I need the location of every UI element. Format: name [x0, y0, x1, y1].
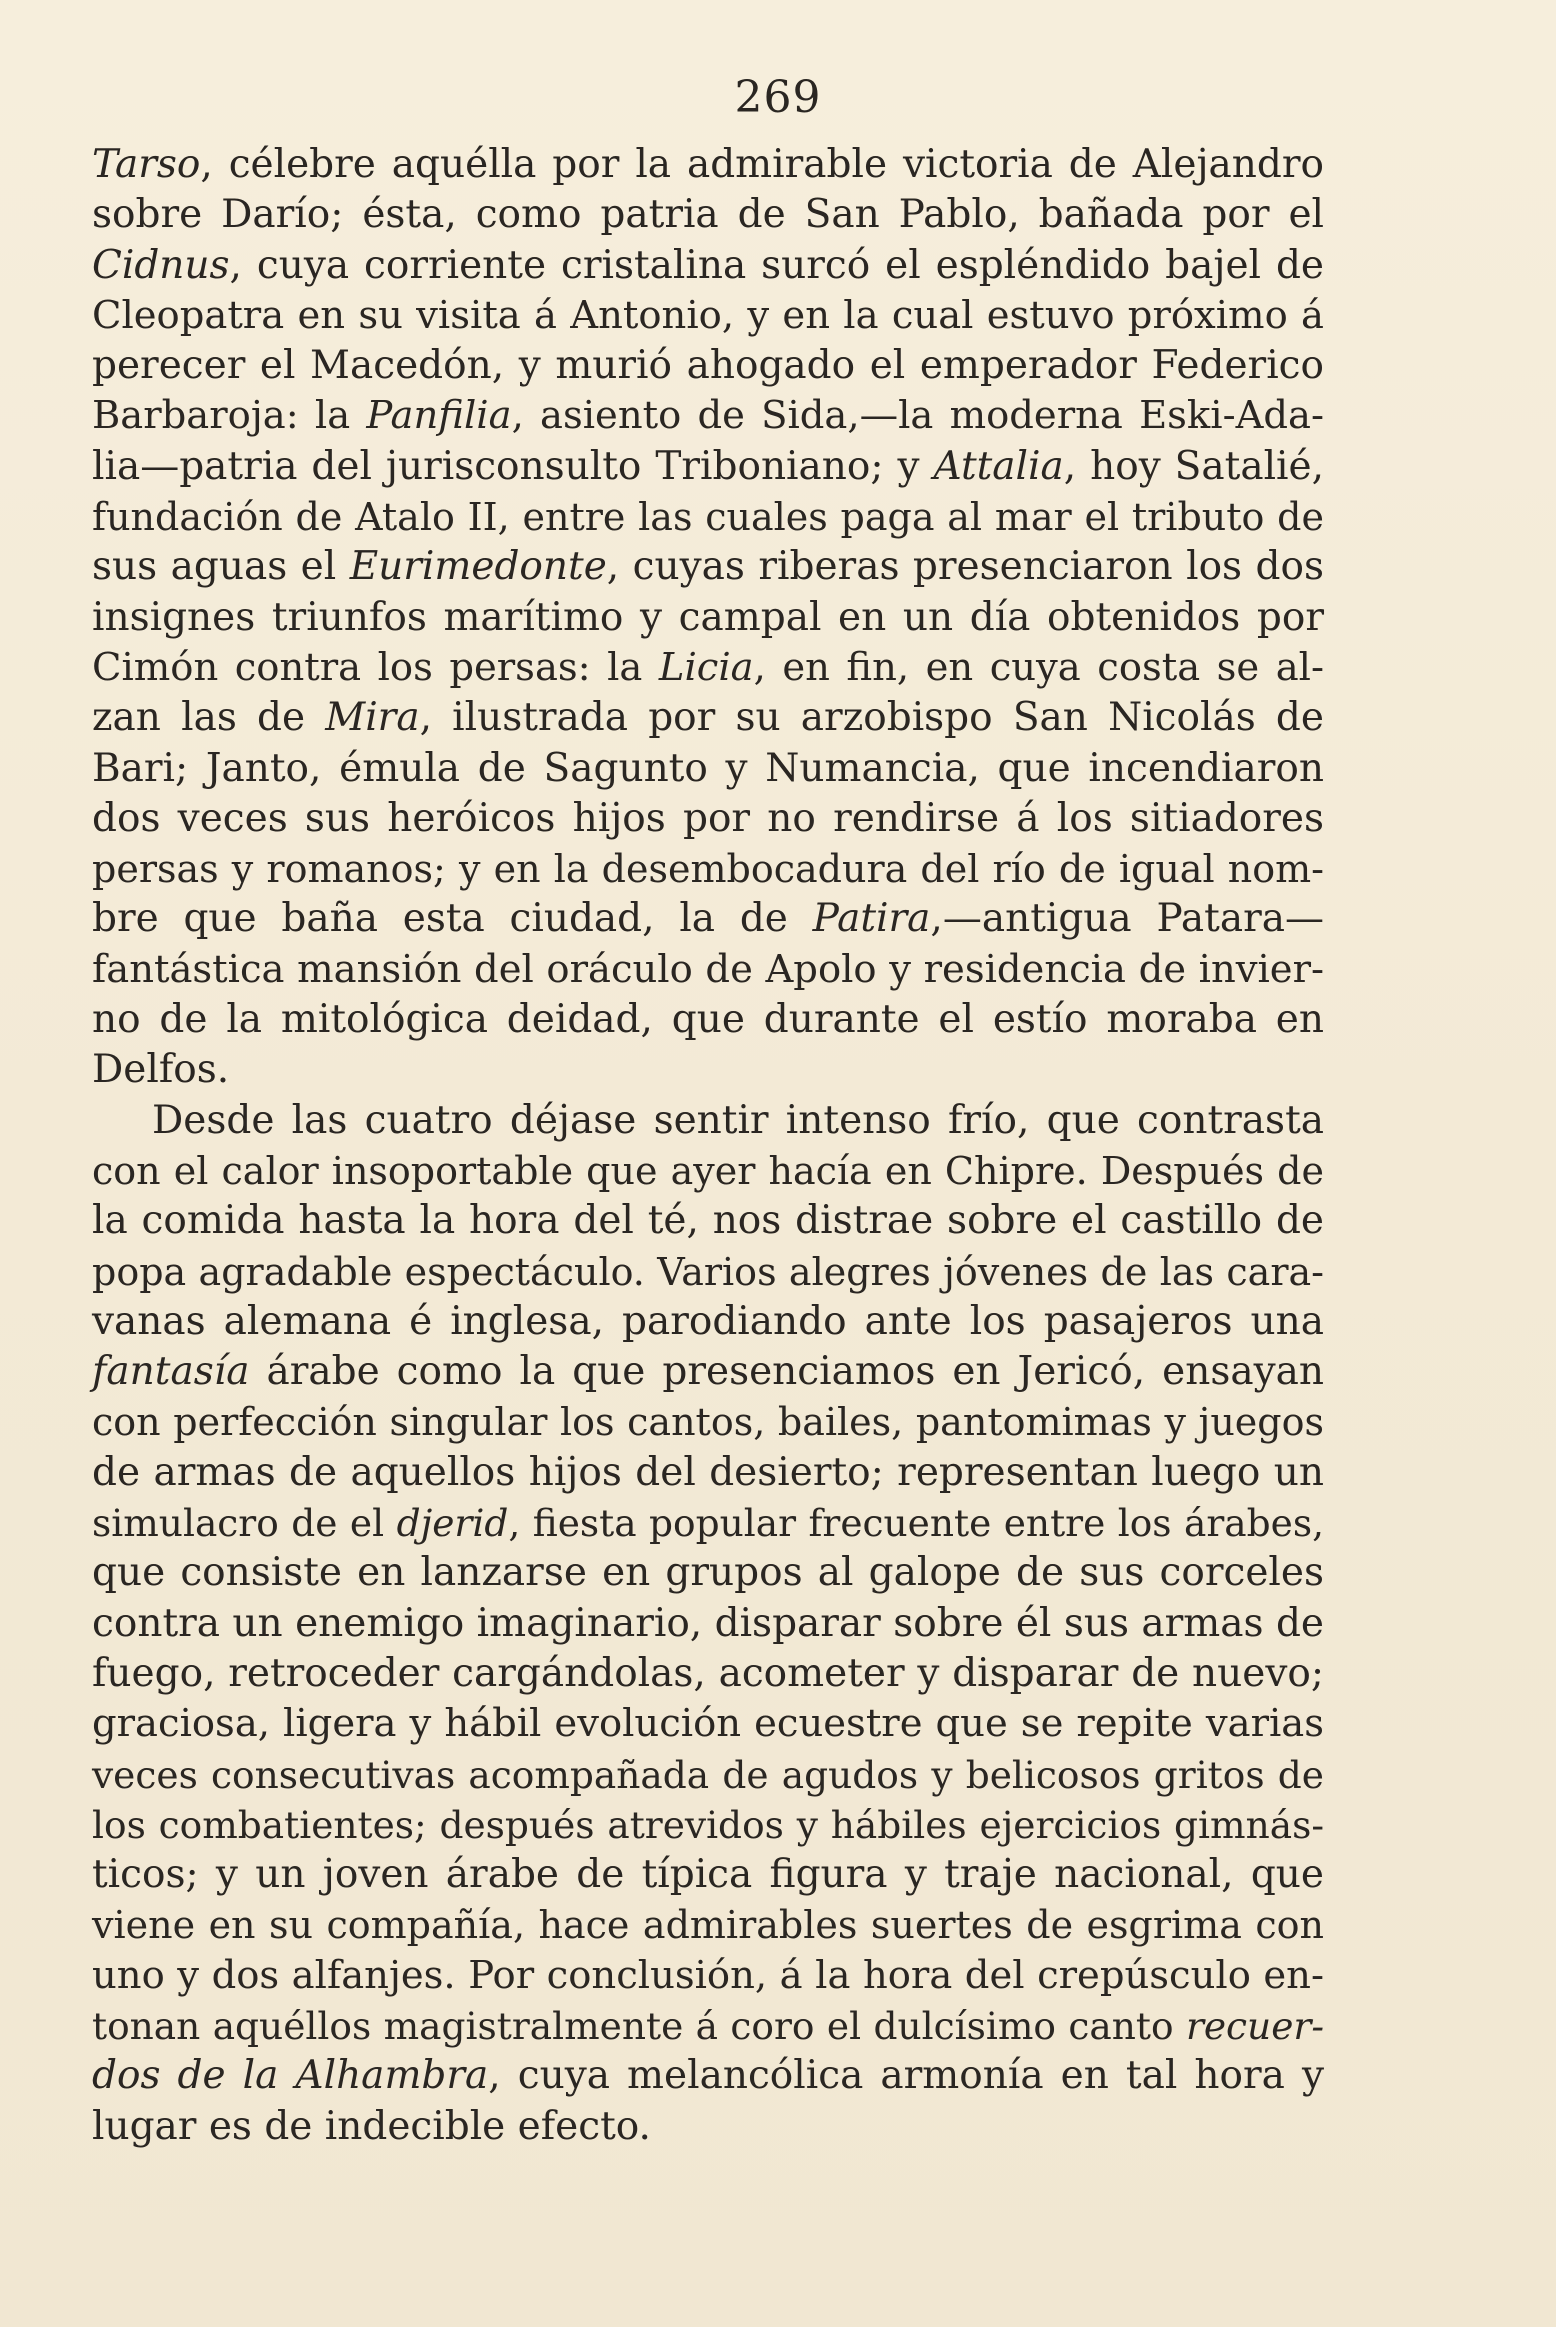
text-segment: lia—patria del jurisconsulto Triboniano; y	[92, 443, 934, 489]
text-segment: , fiesta popular frecuente entre los árabes,	[508, 1501, 1324, 1546]
text-segment: la comida hasta la hora del té, nos distrae sobre el castillo de	[92, 1198, 1324, 1244]
text-segment: Desde las cuatro déjase sentir intenso frío, que contrasta	[152, 1097, 1324, 1143]
text-line	[92, 542, 1324, 592]
text-line	[92, 1397, 1324, 1447]
text-segment: persas y romanos; y en la desembocadura del río de igual nom-	[92, 847, 1324, 892]
text-segment: los combatientes; después atrevidos y hábiles ejercicios gimnás-	[92, 1802, 1324, 1847]
italic-text: Eurimedonte	[349, 544, 607, 590]
text-segment: graciosa, ligera y hábil evolución ecuestre que se repite varias	[92, 1701, 1324, 1747]
text-segment: , ilustrada por su arzobispo San Nicolás de	[419, 695, 1324, 741]
text-line	[92, 140, 1324, 190]
text-line	[92, 2102, 1324, 2152]
text-segment: veces consecutivas acompañada de agudos y belicosos gritos de	[92, 1752, 1324, 1797]
text-segment: sus aguas el	[92, 544, 350, 590]
text-segment: fantástica mansión del oráculo de Apolo y residencia de invier-	[92, 946, 1324, 992]
text-line	[92, 1247, 1324, 1297]
text-line	[92, 1196, 1324, 1246]
text-segment: de armas de aquellos hijos del desierto; representan luego un	[92, 1449, 1324, 1495]
text-segment: con perfección singular los cantos, bailes, pantomimas y juegos	[92, 1400, 1324, 1445]
text-line	[92, 492, 1324, 542]
italic-text: Patira	[812, 896, 931, 942]
text-segment: , cuya melancólica armonía en tal hora y	[488, 2053, 1324, 2099]
text-segment: lugar es de indecible efecto.	[92, 2103, 651, 2149]
text-line	[92, 190, 1324, 240]
text-segment: sobre Darío; ésta, como patria de San Pablo, bañada por el	[92, 192, 1324, 238]
text-line	[92, 744, 1324, 794]
text-segment: fundación de Atalo II, entre las cuales paga al mar el tributo de	[92, 495, 1324, 540]
text-line	[92, 794, 1324, 844]
text-segment: viene en su compañía, hace admirables suertes de esgrima con	[92, 1903, 1324, 1948]
text-segment: simulacro de el	[92, 1501, 397, 1546]
italic-text: recuer-	[1185, 2003, 1324, 2048]
italic-text: Tarso	[92, 142, 201, 187]
text-line	[92, 995, 1324, 1045]
italic-text: fantasía	[92, 1349, 250, 1395]
text-segment: Cimón contra los persas: la	[92, 644, 659, 690]
text-line	[92, 1146, 1324, 1196]
text-segment: Bari; Janto, émula de Sagunto y Numancia, que incendiaron	[92, 745, 1324, 791]
italic-text: dos de la Alhambra	[92, 2053, 489, 2099]
italic-text: Licia	[658, 644, 754, 690]
text-segment: árabe como la que presenciamos en Jericó, ensayan	[249, 1349, 1324, 1395]
text-line	[92, 391, 1324, 441]
text-segment: popa agradable espectáculo. Varios alegres jóvenes de las cara-	[92, 1249, 1324, 1294]
text-segment: , cuyas riberas presenciaron los dos	[606, 544, 1324, 590]
text-segment: fuego, retroceder cargándolas, acometer y disparar de nuevo;	[92, 1650, 1324, 1696]
text-segment: ,—antigua Patara—	[930, 896, 1324, 942]
italic-text: djerid	[396, 1501, 509, 1546]
text-line	[92, 1096, 1324, 1146]
text-segment: que consiste en lanzarse en grupos al galope de sus corceles	[92, 1550, 1324, 1596]
text-segment: , célebre aquélla por la admirable victoria de Alejandro	[200, 142, 1324, 187]
text-segment: , hoy Satalié,	[1063, 443, 1324, 489]
text-line	[92, 1951, 1324, 2001]
text-line	[92, 1800, 1324, 1850]
text-line	[92, 241, 1324, 291]
italic-text: Panfilia	[366, 393, 512, 439]
text-line	[92, 2051, 1324, 2101]
text-line	[92, 945, 1324, 995]
text-segment: con el calor insoportable que ayer hacía en Chipre. Después de	[92, 1148, 1324, 1193]
text-segment: Cleopatra en su visita á Antonio, y en la cual estuvo próximo á	[92, 292, 1324, 338]
text-line	[92, 291, 1324, 341]
text-line	[92, 1347, 1324, 1397]
text-segment: zan las de	[92, 695, 326, 741]
text-line	[92, 844, 1324, 894]
text-segment: , asiento de Sida,—la moderna Eski-Ada-	[511, 393, 1324, 439]
text-line	[92, 1900, 1324, 1950]
text-line	[92, 341, 1324, 391]
text-segment: perecer el Macedón, y murió ahogado el emperador Federico	[92, 343, 1324, 389]
text-segment: , en fin, en cuya costa se al-	[753, 644, 1324, 690]
italic-text: Mira	[325, 695, 420, 741]
text-line	[92, 1045, 1324, 1095]
text-segment: Delfos.	[92, 1047, 230, 1093]
text-line	[92, 1649, 1324, 1699]
body-text	[92, 140, 1324, 2152]
text-line	[92, 693, 1324, 743]
text-line	[92, 593, 1324, 643]
text-line	[92, 1498, 1324, 1548]
text-line	[92, 1548, 1324, 1598]
text-line	[92, 643, 1324, 693]
text-line	[92, 1599, 1324, 1649]
text-line	[92, 2001, 1324, 2051]
paragraph	[92, 1096, 1324, 2152]
text-line	[92, 894, 1324, 944]
italic-text: Cidnus	[92, 242, 230, 288]
text-segment: ticos; y un joven árabe de típica figura y traje nacional, que	[92, 1852, 1324, 1898]
text-segment: insignes triunfos marítimo y campal en un día obtenidos por	[92, 594, 1324, 640]
text-segment: no de la mitológica deidad, que durante el estío moraba en	[92, 997, 1324, 1043]
page-number: 269	[734, 72, 822, 123]
italic-text: Attalia	[933, 443, 1064, 489]
text-segment: bre que baña esta ciudad, la de	[92, 896, 813, 942]
text-segment: uno y dos alfanjes. Por conclusión, á la hora del crepúsculo en-	[92, 1952, 1324, 1998]
text-line	[92, 442, 1324, 492]
text-segment: tonan aquéllos magistralmente á coro el dulcísimo canto	[92, 2003, 1186, 2048]
text-line	[92, 1699, 1324, 1749]
text-segment: contra un enemigo imaginario, disparar sobre él sus armas de	[92, 1600, 1324, 1646]
text-segment: dos veces sus heróicos hijos por no rendirse á los sitiadores	[92, 795, 1324, 841]
text-line	[92, 1750, 1324, 1800]
text-segment: vanas alemana é inglesa, parodiando ante los pasajeros una	[92, 1298, 1324, 1344]
text-line	[92, 1448, 1324, 1498]
text-line	[92, 1297, 1324, 1347]
text-segment: Barbaroja: la	[92, 393, 367, 439]
text-segment: , cuya corriente cristalina surcó el espléndido bajel de	[229, 242, 1324, 288]
text-line	[92, 1850, 1324, 1900]
paragraph	[92, 140, 1324, 1096]
